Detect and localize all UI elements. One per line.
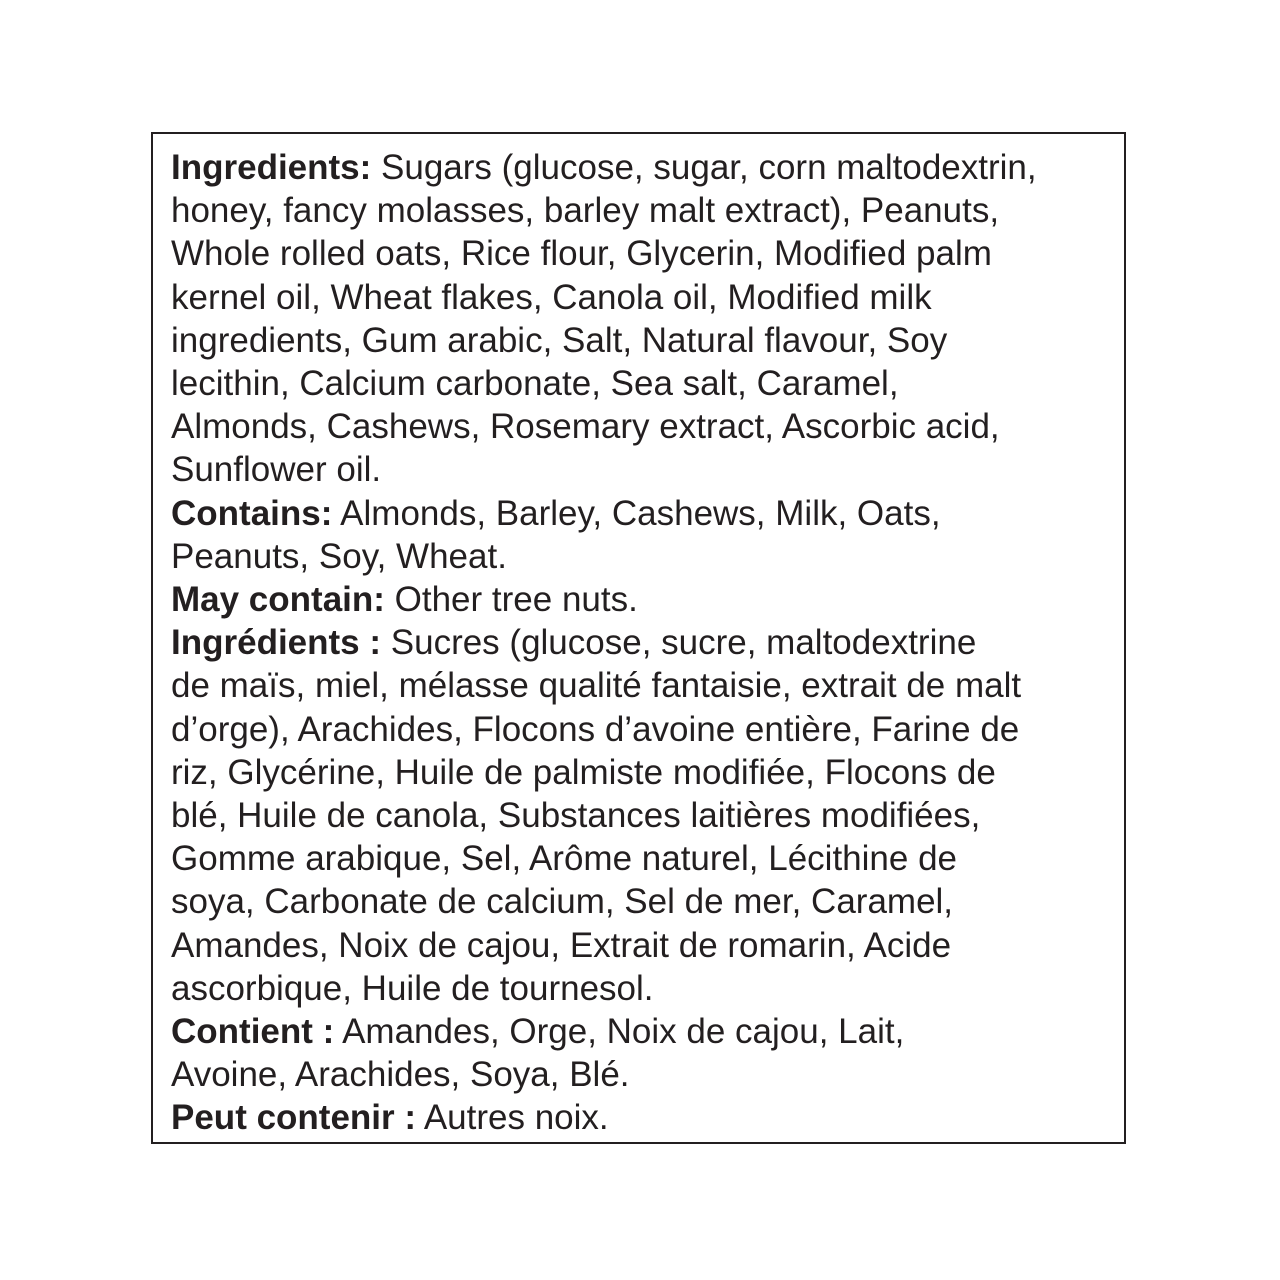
may-contain-fr-first-line bbox=[171, 1096, 1114, 1139]
ingredients-fr-text: de maïs, miel, mélasse qualité fantaisie, extrait de malt bbox=[171, 666, 1022, 706]
ingredients-en-text: kernel oil, Wheat flakes, Canola oil, Modified milk bbox=[171, 277, 932, 317]
ingredients-fr-text: d’orge), Arachides, Flocons d’avoine entière, Farine de bbox=[171, 709, 1020, 749]
ingredients-en-text: Whole rolled oats, Rice flour, Glycerin, Modified palm bbox=[171, 234, 992, 274]
ingredients-fr-text: Gomme arabique, Sel, Arôme naturel, Lécithine de bbox=[171, 839, 957, 879]
may-contain-en-heading: May contain: bbox=[171, 580, 385, 620]
contains-fr-text: Avoine, Arachides, Soya, Blé. bbox=[171, 1055, 630, 1095]
ingredients-fr-first-line bbox=[171, 621, 1114, 664]
may-contain-en-text: Other tree nuts. bbox=[384, 580, 638, 620]
ingredients-en-text: ingredients, Gum arabic, Salt, Natural flavour, Soy bbox=[171, 320, 948, 360]
ingredients-fr-text: soya, Carbonate de calcium, Sel de mer, Caramel, bbox=[171, 882, 954, 922]
contains-fr-first-line bbox=[171, 1010, 1114, 1053]
ingredients-en-text: Sugars (glucose, sugar, corn maltodextrin, bbox=[371, 148, 1037, 187]
ingredients-fr-text: Sucres (glucose, sucre, maltodextrine bbox=[381, 623, 977, 663]
contains-en-text: Almonds, Barley, Cashews, Milk, Oats, bbox=[332, 493, 941, 533]
contains-en-heading: Contains: bbox=[171, 493, 333, 533]
may-contain-en-first-line bbox=[171, 578, 1114, 621]
ingredients-fr-text: riz, Glycérine, Huile de palmiste modifiée, Flocons de bbox=[171, 752, 996, 792]
ingredients-fr-text: blé, Huile de canola, Substances laitières modifiées, bbox=[171, 796, 981, 836]
contains-fr-text: Amandes, Orge, Noix de cajou, Lait, bbox=[334, 1012, 905, 1052]
ingredients-fr-section bbox=[171, 621, 1114, 1010]
may-contain-en-section bbox=[171, 578, 1114, 621]
may-contain-fr-heading: Peut contenir : bbox=[171, 1098, 417, 1138]
ingredients-fr-text: ascorbique, Huile de tournesol. bbox=[171, 968, 654, 1008]
may-contain-fr-text: Autres noix. bbox=[416, 1098, 609, 1138]
contains-en-first-line bbox=[171, 492, 1114, 535]
ingredients-fr-heading: Ingrédients : bbox=[171, 623, 382, 663]
contains-en-section bbox=[171, 492, 1114, 578]
contains-fr-heading: Contient : bbox=[171, 1012, 335, 1052]
ingredients-en-section bbox=[171, 146, 1114, 492]
may-contain-fr-section bbox=[171, 1096, 1114, 1139]
ingredients-en-text: Almonds, Cashews, Rosemary extract, Ascorbic acid, bbox=[171, 407, 1000, 447]
contains-en-text: Peanuts, Soy, Wheat. bbox=[171, 536, 507, 576]
ingredients-en-text: Sunflower oil. bbox=[171, 450, 382, 490]
ingredients-label-panel bbox=[151, 132, 1126, 1144]
ingredients-en-first-line bbox=[171, 146, 1114, 189]
ingredients-en-heading: Ingredients: bbox=[171, 148, 372, 187]
ingredients-en-text: lecithin, Calcium carbonate, Sea salt, Caramel, bbox=[171, 364, 899, 404]
ingredients-en-text: honey, fancy molasses, barley malt extract), Peanuts, bbox=[171, 191, 1000, 231]
ingredients-fr-text: Amandes, Noix de cajou, Extrait de romarin, Acide bbox=[171, 925, 952, 965]
contains-fr-section bbox=[171, 1010, 1114, 1096]
